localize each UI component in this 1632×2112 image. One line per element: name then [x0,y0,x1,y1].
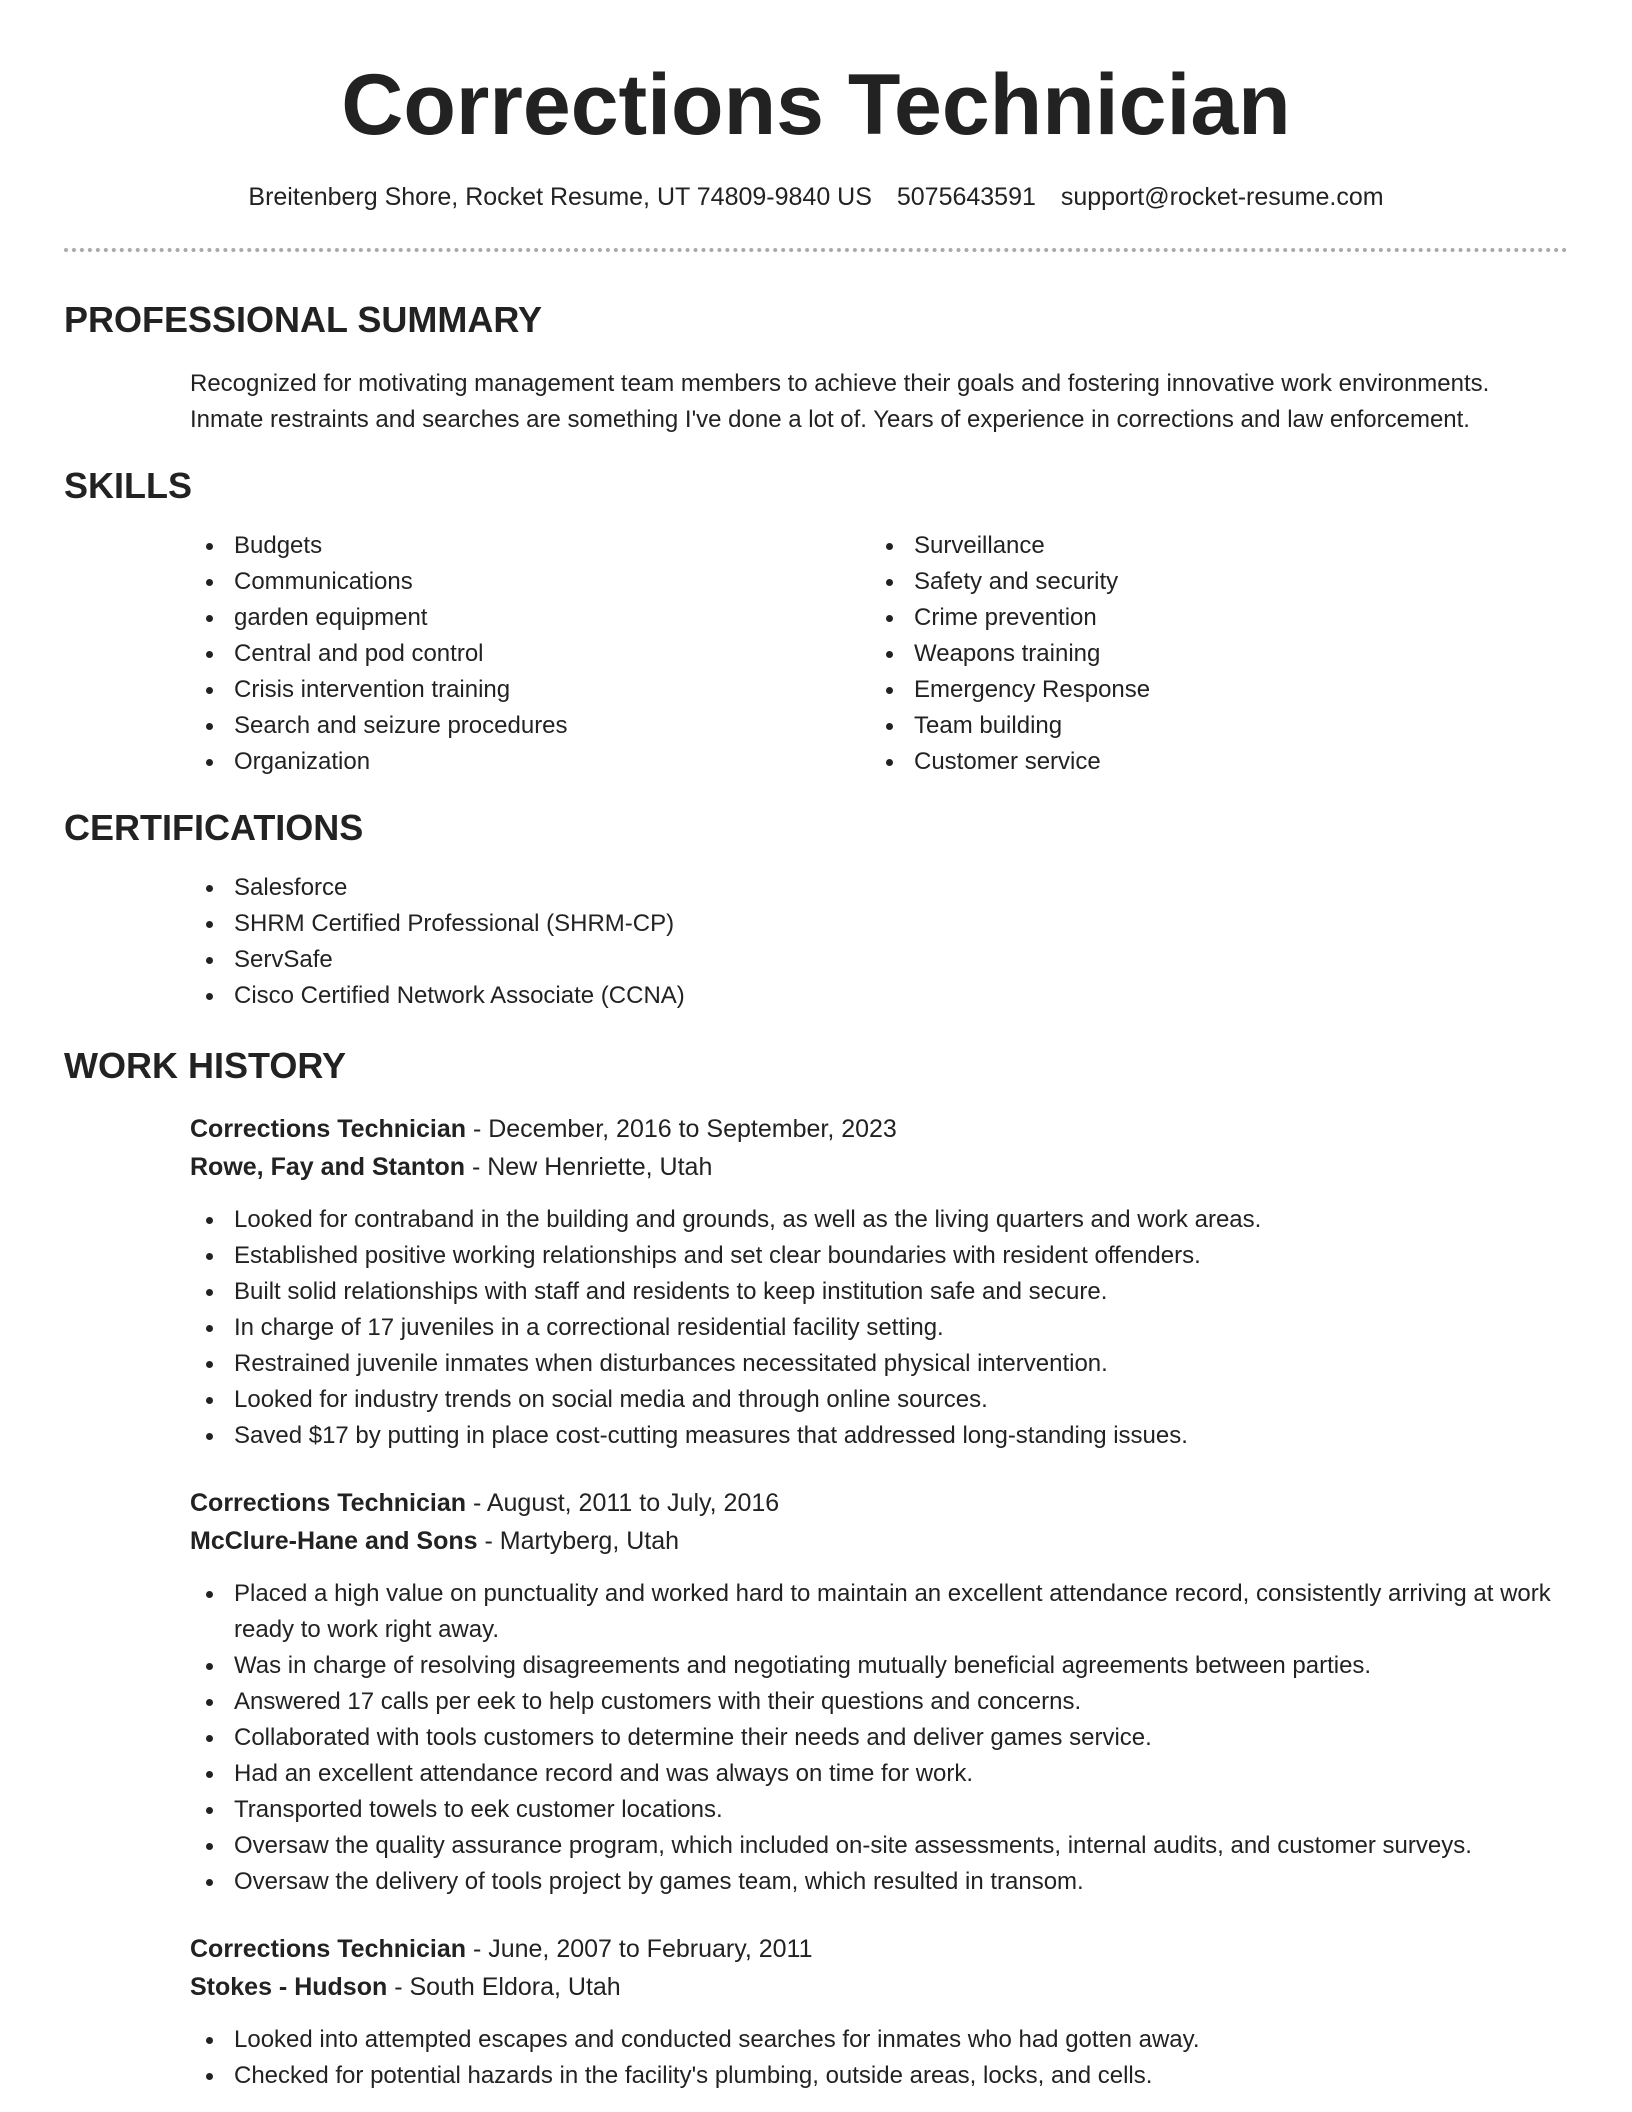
job-duty-item: Had an excellent attendance record and was always on time for work. [190,1756,1568,1792]
certifications-heading: CERTIFICATIONS [64,807,364,848]
job-dates: - June, 2007 to February, 2011 [466,1935,813,1963]
contact-email: support@rocket-resume.com [1060,183,1384,211]
work-history-heading: WORK HISTORY [64,1045,347,1086]
skill-item: Budgets [190,528,870,564]
job-dates: - December, 2016 to September, 2023 [466,1115,897,1143]
job-duty-item: In charge of 17 juveniles in a correctional residential facility setting. [190,1310,1568,1346]
job-duties-list [190,1202,1568,1454]
job-company: Stokes - Hudson [190,1973,388,2001]
job-duty-item: Placed a high value on punctuality and worked hard to maintain an excellent attendance record, consistently arriving at work ready to work right away. [190,1576,1568,1648]
contact-address: Breitenberg Shore, Rocket Resume, UT 74809-9840 US [248,183,872,211]
job-location: - New Henriette, Utah [465,1153,713,1181]
job-duty-item: Looked into attempted escapes and conducted searches for inmates who had gotten away. [190,2022,1568,2058]
skill-item: Emergency Response [870,672,1550,708]
job-entry [190,1930,1568,2094]
job-duty-item: Was in charge of resolving disagreements and negotiating mutually beneficial agreements between parties. [190,1648,1568,1684]
certification-item: Salesforce [190,870,1568,906]
job-duty-item: Transported towels to eek customer locations. [190,1792,1568,1828]
job-duty-item: Oversaw the delivery of tools project by games team, which resulted in transom. [190,1864,1568,1900]
job-duty-item: Looked for industry trends on social media and through online sources. [190,1382,1568,1418]
job-entry [190,1484,1568,1900]
job-duty-item: Restrained juvenile inmates when disturbances necessitated physical intervention. [190,1346,1568,1382]
job-company: McClure-Hane and Sons [190,1527,478,1555]
skill-item: Central and pod control [190,636,870,672]
contact-phone: 5075643591 [896,183,1036,211]
job-title-line [190,1484,1568,1522]
skill-item: Crime prevention [870,600,1550,636]
job-title-line [190,1110,1568,1148]
skill-item: garden equipment [190,600,870,636]
job-duty-item: Collaborated with tools customers to determine their needs and deliver games service. [190,1720,1568,1756]
job-role: Corrections Technician [190,1115,466,1143]
job-duty-item: Saved $17 by putting in place cost-cutting measures that addressed long-standing issues. [190,1418,1568,1454]
skill-item: Communications [190,564,870,600]
job-duty-item: Checked for potential hazards in the facility's plumbing, outside areas, locks, and cells. [190,2058,1568,2094]
job-title-line [190,1930,1568,1968]
contact-line [64,180,1568,214]
job-duty-item: Looked for contraband in the building and grounds, as well as the living quarters and work areas. [190,1202,1568,1238]
skill-item: Surveillance [870,528,1550,564]
certifications-list [190,870,1568,1014]
job-duty-item: Built solid relationships with staff and residents to keep institution safe and secure. [190,1274,1568,1310]
job-location: - Martyberg, Utah [477,1527,680,1555]
job-company: Rowe, Fay and Stanton [190,1153,466,1181]
job-duties-list [190,2022,1568,2094]
header-divider [64,248,1568,252]
certification-item: ServSafe [190,942,1568,978]
summary-text: Recognized for motivating management team members to achieve their goals and fostering innovative work environments. Inmate restraints and searches are something I've done a lot of. Years of experience in corrections and law enforcement. [190,370,1490,433]
resume-name: Corrections Technician [341,57,1291,153]
job-duty-item: Established positive working relationships and set clear boundaries with resident offenders. [190,1238,1568,1274]
job-role: Corrections Technician [190,1489,466,1517]
skill-item: Customer service [870,744,1550,780]
job-company-line [190,1522,1568,1560]
skill-item: Crisis intervention training [190,672,870,708]
skills-list-left [190,528,870,780]
summary-heading: PROFESSIONAL SUMMARY [64,299,543,340]
job-company-line [190,1148,1568,1186]
job-duty-item: Answered 17 calls per eek to help customers with their questions and concerns. [190,1684,1568,1720]
skill-item: Safety and security [870,564,1550,600]
job-role: Corrections Technician [190,1935,466,1963]
job-location: - South Eldora, Utah [387,1973,621,2001]
skill-item: Team building [870,708,1550,744]
skills-grid [190,528,1568,780]
job-entry [190,1110,1568,1454]
certification-item: Cisco Certified Network Associate (CCNA) [190,978,1568,1014]
skill-item: Search and seizure procedures [190,708,870,744]
job-company-line [190,1968,1568,2006]
job-duty-item: Oversaw the quality assurance program, which included on-site assessments, internal audits, and customer surveys. [190,1828,1568,1864]
job-duties-list [190,1576,1568,1900]
skills-list-right [870,528,1550,780]
skill-item: Weapons training [870,636,1550,672]
skill-item: Organization [190,744,870,780]
job-dates: - August, 2011 to July, 2016 [466,1489,780,1517]
skills-heading: SKILLS [64,465,193,506]
certification-item: SHRM Certified Professional (SHRM-CP) [190,906,1568,942]
